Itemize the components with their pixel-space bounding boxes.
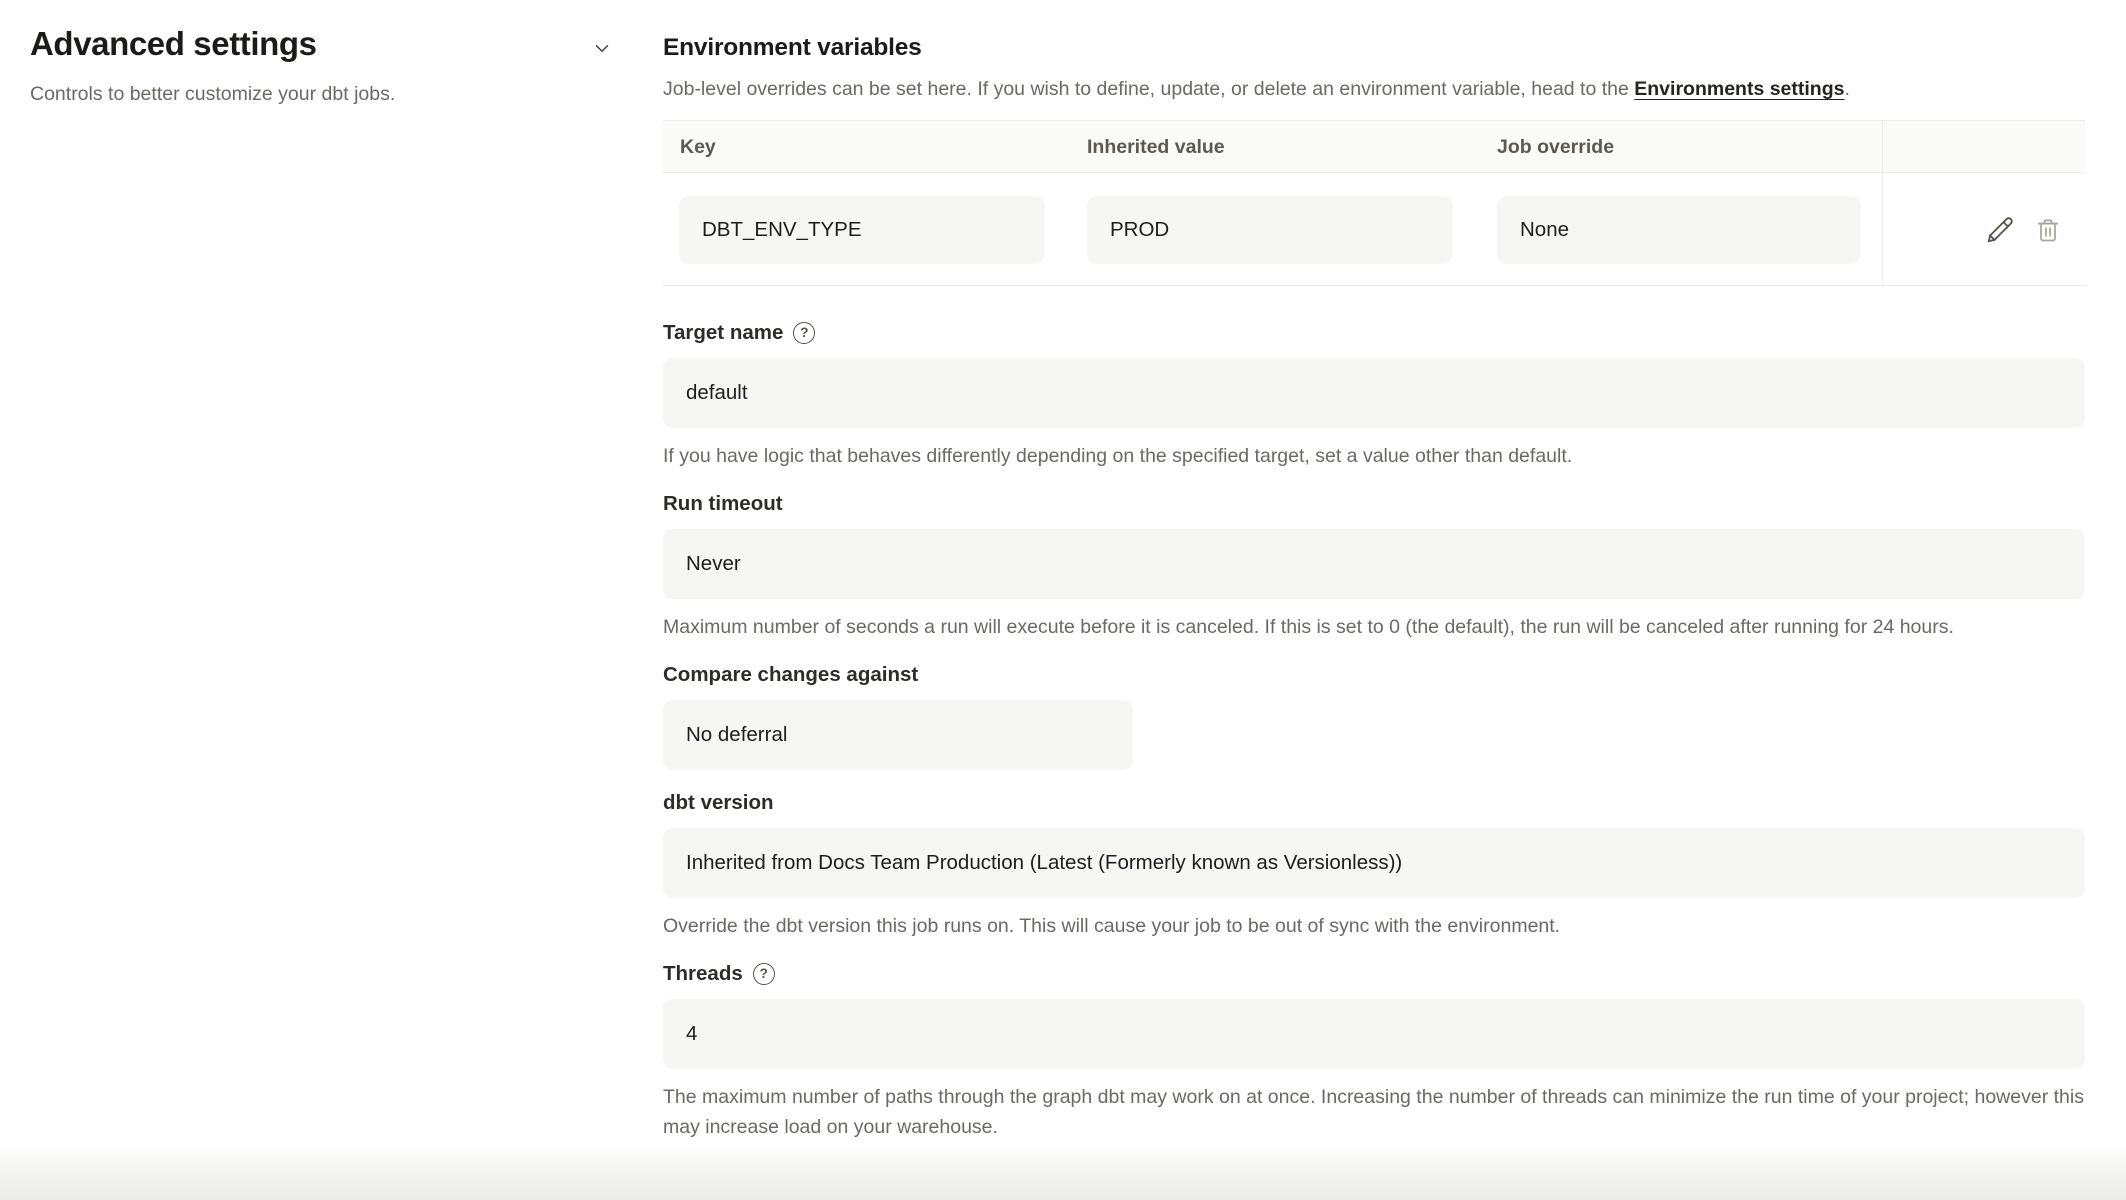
env-var-inherited-value: PROD [1087, 196, 1453, 264]
threads-label-text: Threads [663, 962, 743, 985]
dbt-version-helper: Override the dbt version this job runs on. This will cause your job to be out of sync with the environment. [663, 915, 1561, 937]
field-threads [663, 960, 2085, 1142]
advanced-settings-content [663, 31, 2085, 1161]
dbt-version-label-text: dbt version [663, 791, 774, 814]
advanced-settings-panel [30, 22, 614, 107]
edit-env-var-button[interactable] [1985, 215, 2015, 245]
threads-input[interactable]: 4 [663, 999, 2085, 1069]
env-vars-title: Environment variables [663, 34, 922, 61]
help-icon[interactable]: ? [753, 963, 775, 985]
delete-env-var-button[interactable] [2034, 216, 2062, 244]
target-name-input[interactable]: default [663, 358, 2085, 428]
target-name-label [663, 319, 2085, 347]
chevron-down-icon [591, 37, 613, 59]
env-var-job-override-value: None [1497, 196, 1861, 264]
trash-icon [2034, 216, 2062, 244]
column-header-job-override: Job override [1497, 136, 1615, 158]
column-header-key: Key [680, 136, 716, 158]
pencil-icon [1985, 215, 2015, 245]
environments-settings-link[interactable]: Environments settings [1634, 78, 1845, 100]
field-run-timeout [663, 490, 2085, 642]
env-vars-description-period: . [1844, 78, 1850, 100]
target-name-helper: If you have logic that behaves differently depending on the specified target, set a value other than default. [663, 445, 1573, 467]
field-compare-changes [663, 661, 2085, 770]
advanced-settings-header [30, 22, 614, 66]
env-vars-description [663, 75, 2085, 103]
field-target-name [663, 319, 2085, 471]
env-var-key-value: DBT_ENV_TYPE [679, 196, 1045, 264]
run-timeout-helper: Maximum number of seconds a run will execute before it is canceled. If this is set to 0 (the default), the run will be canceled after running for 24 hours. [663, 616, 1954, 638]
env-vars-table-header [663, 121, 2085, 173]
target-name-label-text: Target name [663, 321, 784, 344]
help-icon[interactable]: ? [793, 322, 815, 344]
compare-changes-label-text: Compare changes against [663, 663, 919, 686]
page-subtitle: Controls to better customize your dbt jobs. [30, 83, 396, 105]
field-dbt-version [663, 789, 2085, 941]
run-timeout-label [663, 490, 2085, 518]
threads-label [663, 960, 2085, 988]
env-vars-table [663, 120, 2085, 286]
collapse-section-button[interactable] [590, 36, 614, 60]
env-vars-description-text: Job-level overrides can be set here. If you wish to define, update, or delete an environment variable, head to the [663, 78, 1635, 100]
row-actions [1985, 173, 2062, 286]
table-actions-divider [1882, 121, 1883, 285]
column-header-inherited-value: Inherited value [1087, 136, 1225, 158]
dbt-version-select[interactable]: Inherited from Docs Team Production (Latest (Formerly known as Versionless)) [663, 828, 2085, 898]
page-title: Advanced settings [30, 25, 317, 62]
threads-helper: The maximum number of paths through the graph dbt may work on at once. Increasing the number of threads can minimize the run time of your project; however this may increase load on your warehouse. [663, 1086, 2084, 1138]
compare-changes-label [663, 661, 2085, 689]
compare-changes-select[interactable]: No deferral [663, 700, 1133, 770]
run-timeout-input[interactable]: Never [663, 529, 2085, 599]
table-row [663, 173, 2085, 286]
dbt-version-label [663, 789, 2085, 817]
run-timeout-label-text: Run timeout [663, 492, 783, 515]
